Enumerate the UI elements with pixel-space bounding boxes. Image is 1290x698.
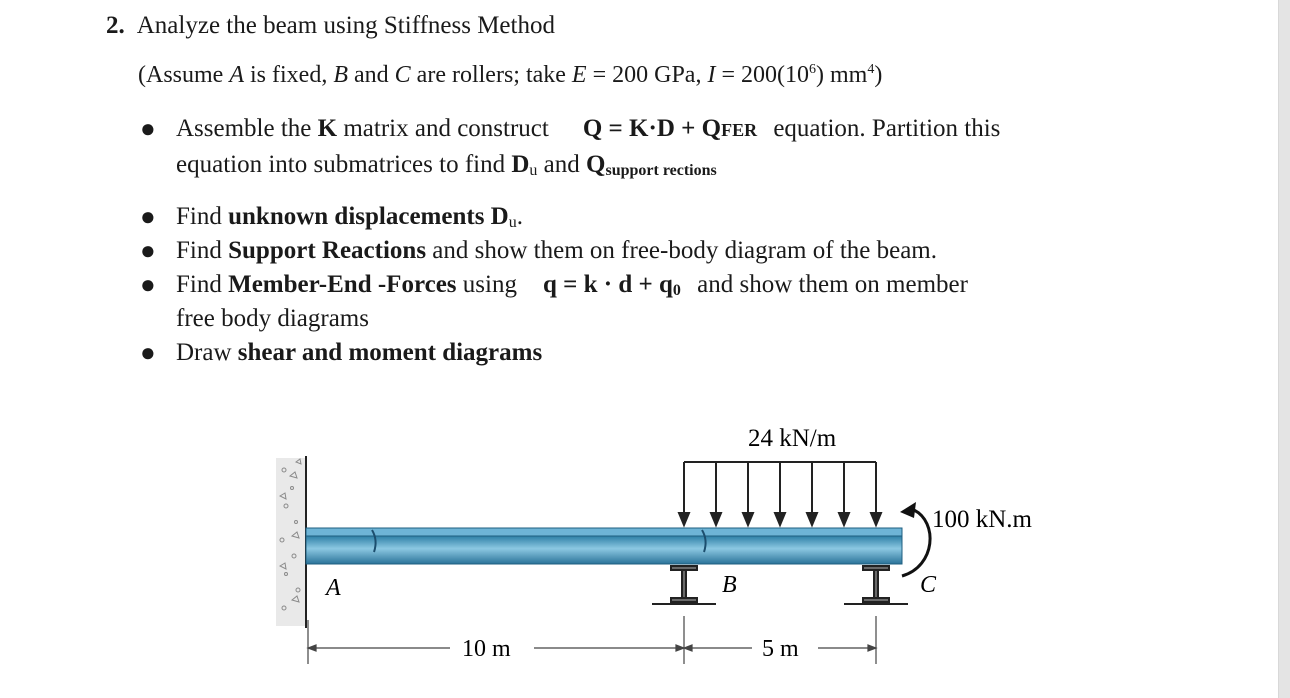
page-edge	[1278, 0, 1290, 698]
roller-support-B	[652, 566, 716, 604]
assumptions-line: (Assume A is fixed, B and C are rollers; take E = 200 GPa, $I = 200(10^6)$ $mm^4$)	[138, 62, 883, 88]
roller-support-C	[844, 566, 908, 604]
distributed-load	[679, 462, 881, 525]
applied-moment	[900, 502, 930, 576]
beam	[306, 528, 902, 564]
bullet-assemble: Assemble the K matrix and construct Q = K·D + QFER equation. Partition this	[176, 115, 1001, 142]
equation-member: q = k · d + q	[542, 271, 673, 298]
span-BC-label: 5 m	[762, 636, 799, 662]
fixed-support-A	[276, 456, 306, 628]
bullet-member-forces-line2: free body diagrams	[176, 305, 369, 332]
bullet-reactions: Find Support Reactions and show them on free-body diagram of the beam.	[176, 237, 937, 264]
bullet-diagrams: Draw shear and moment diagrams	[176, 339, 543, 366]
bullet-dot: ●	[140, 338, 156, 367]
label-A: A	[326, 575, 341, 601]
bullet-dot: ●	[140, 202, 156, 231]
bullet-dot: ●	[140, 270, 156, 299]
label-B: B	[722, 572, 737, 598]
moment-label: 100 kN.m	[932, 506, 1032, 533]
bullet-dot: ●	[140, 114, 156, 143]
label-C: C	[920, 572, 937, 598]
problem-number: 2.	[106, 12, 125, 39]
span-AB-label: 10 m	[462, 636, 511, 662]
load-label: 24 kN/m	[748, 425, 837, 452]
problem-title: Analyze the beam using Stiffness Method	[136, 12, 555, 39]
bullet-member-forces: Find Member-End -Forces using $q = k \cdot d + q_0$ and show them on member	[176, 271, 968, 299]
equation-global: Q = K·D + Q	[582, 115, 722, 142]
bullet-dot: ●	[140, 236, 156, 265]
bullet-assemble-line2: equation into submatrices to find $D_u$ and $Q_{support rections}$	[176, 151, 717, 179]
bullet-displacements: Find unknown displacements $D_u$.	[176, 203, 523, 231]
